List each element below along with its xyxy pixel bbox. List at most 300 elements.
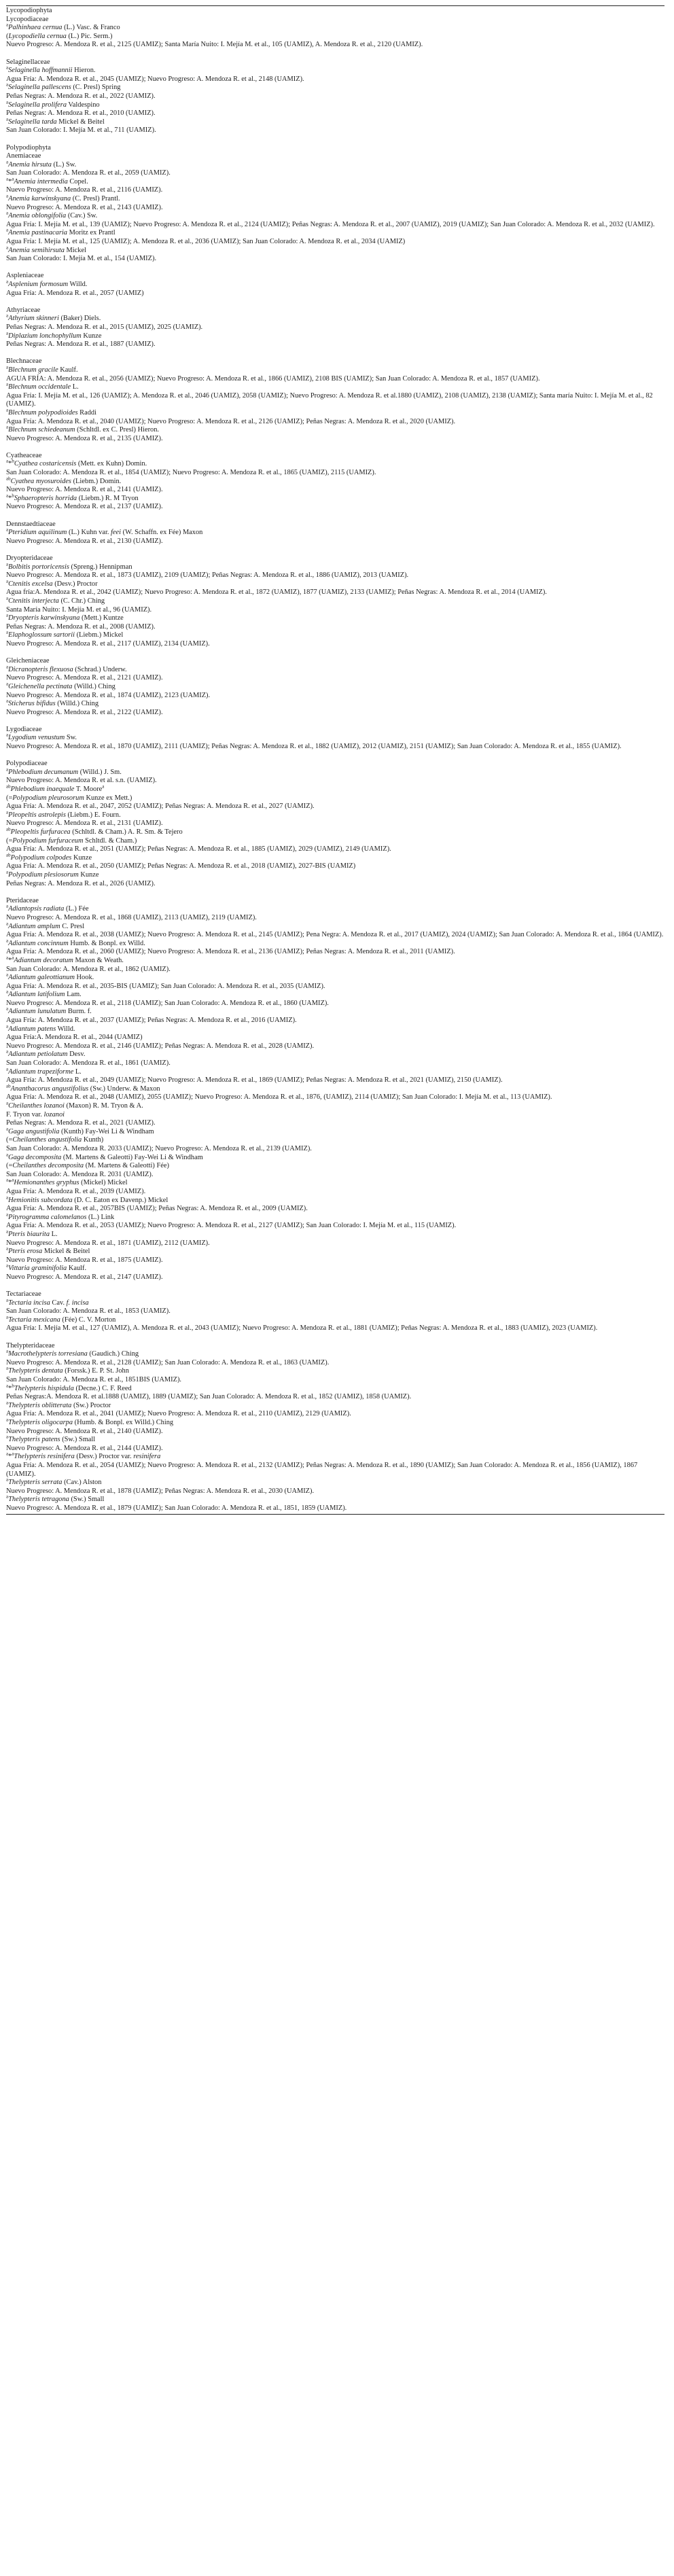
- list-line: $^a$Asplenium formosum Willd.: [6, 279, 88, 288]
- taxon-name: Gleichenella pectinata: [8, 682, 73, 690]
- footnote-marker: a: [6, 1023, 9, 1029]
- list-line: $^a$Elaphoglossum sartorii (Liebm.) Mickel: [6, 629, 124, 639]
- list-line: San Juan Colorado: I. Mejía M. et al., 154 (UAMIZ).: [6, 255, 157, 263]
- list-line: $^a$Pleopeltis astrolepis (Liebm.) E. Fourn.: [6, 809, 121, 819]
- list-line: $^a$Adiantum trapeziforme L.: [6, 1066, 82, 1076]
- taxon-name: Thelypteris oblitterata: [8, 1401, 72, 1409]
- footnote-marker: b: [8, 783, 11, 790]
- taxon-name: Diplazium lonchophyllum: [8, 332, 82, 340]
- footnote-marker: a: [6, 227, 9, 233]
- taxon-group: [6, 521, 664, 546]
- taxon-name: Anemia hirsuta: [8, 160, 52, 169]
- footnote-marker: a: [6, 903, 9, 909]
- list-line: $^a$Pityrogramma calomelanos (L.) Link: [6, 1212, 115, 1221]
- footnote-marker: a: [6, 1177, 9, 1183]
- list-line: (=Polypodium pleurosorum Kunze ex Mett.): [6, 794, 132, 802]
- list-line: $^a$*$^b$Thelypteris hispidula (Decne.) C. F. Reed: [6, 1383, 132, 1392]
- list-line: Agua Fría: A. Mendoza R. et al., 2060 (UAMIZ); Nuevo Progreso: A. Mendoza R. et al., 2136 (UAMIZ); Peñas Negras: A. Mendoza R. et al., 2011 (UAMIZ).: [6, 948, 455, 956]
- list-line: $^a$Adiantopsis radiata (L.) Fée: [6, 903, 89, 913]
- footnote-marker: a: [6, 852, 9, 858]
- taxon-name: Gaga decomposita: [8, 1153, 62, 1161]
- list-line: $^a$Adiantum lunulatum Burm. f.: [6, 1006, 92, 1016]
- list-line: $^a$Thelypteris tetragona (Sw.) Small: [6, 1494, 105, 1504]
- list-line: $^{ab}$Pleopeltis furfuracea (Schltdl. & Cham.) A. R. Sm. & Tejero: [6, 826, 183, 836]
- footnote-marker: a: [12, 1451, 14, 1457]
- taxon-name: Dryopteris karwinskyana: [8, 614, 80, 622]
- list-line: $^a$Adiantum galeottianum Hook.: [6, 972, 94, 982]
- taxon-name: Palhinhaea cernua: [8, 24, 63, 32]
- list-line: Aspleniaceae: [6, 272, 44, 280]
- footnote-marker: a: [6, 527, 9, 533]
- list-line: Nuevo Progreso: A. Mendoza R. et al., 1868 (UAMIZ), 2113 (UAMIZ), 2119 (UAMIZ).: [6, 913, 257, 921]
- list-line: $^a$*$^a$Hemionanthes gryphus (Mickel) Mickel: [6, 1177, 128, 1187]
- taxon-name: Thelypteris oligocarpa: [8, 1418, 73, 1426]
- taxon-name: Adiantum concinnum: [8, 939, 69, 947]
- taxon-name: Lygodium venustum: [8, 734, 65, 742]
- list-line: AGUA FRÍA: A. Mendoza R. et al., 2056 (UAMIZ); Nuevo Progreso: A. Mendoza R. et al., 1866 (UAMIZ), 2108 BIS (UAMIZ); San Juan Colorado: A. Mendoza R. et al., 1857 (UAMIZ).: [6, 374, 540, 383]
- list-line: San Juan Colorado: A. Mendoza R. et al., 1854 (UAMIZ); Nuevo Progreso: A. Mendoza R. et al., 1865 (UAMIZ), 2115 (UAMIZ).: [6, 469, 376, 477]
- list-line: Nuevo Progreso: A. Mendoza R. et al., 1873 (UAMIZ), 2109 (UAMIZ); Peñas Negras: A. Mendoza R. et al., 1886 (UAMIZ), 2013 (UAMIZ).: [6, 571, 409, 580]
- taxon-name: Blechnum schiedeanum: [8, 426, 75, 434]
- list-line: Agua Fría: A. Mendoza R. et al., 2035-BIS (UAMIZ); San Juan Colorado: A. Mendoza R. et al., 2035 (UAMIZ).: [6, 982, 325, 990]
- list-line: $^a$Macrothelypteris torresiana (Gaudich.) Ching: [6, 1348, 139, 1358]
- taxon-name: Sticherus bifidus: [8, 700, 56, 708]
- list-line: Nuevo Progreso: A. Mendoza R. et al., 2140 (UAMIZ).: [6, 1427, 163, 1435]
- taxon-name: Sphaeropteris horrida: [14, 494, 77, 502]
- list-line: $^a$Gaga decomposita (M. Martens & Galeotti) Fay-Wei Li & Windham: [6, 1152, 203, 1161]
- list-line: $^a$Sticherus bifidus (Willd.) Ching: [6, 698, 99, 708]
- footnote-marker: a: [6, 1246, 9, 1252]
- list-line: $^a$Lygodium venustum Sw.: [6, 733, 77, 742]
- footnote-marker: b: [12, 459, 14, 464]
- footnote-marker: a: [6, 698, 9, 704]
- list-line: Nuevo Progreso: A. Mendoza R. et al., 2122 (UAMIZ).: [6, 708, 163, 716]
- taxon-name: Pleopeltis astrolepis: [8, 811, 66, 819]
- list-line: Selaginellaceae: [6, 58, 50, 66]
- list-line: $^a$Diplazium lonchophyllum Kunze: [6, 330, 102, 340]
- taxon-name: Blechnum polypodioides: [8, 408, 78, 417]
- list-line: $^a$*$^a$Adiantum decoratum Maxon & Weath.: [6, 955, 124, 964]
- taxon-name: feei: [111, 529, 122, 537]
- list-line: $^a$Gaga angustifolia (Kunth) Fay-Wei Li & Windham: [6, 1126, 154, 1135]
- footnote-marker: a: [12, 955, 14, 961]
- list-line: $^a$Selaginella prolifera Valdespino: [6, 99, 100, 109]
- list-line: Santa María Nuito: I. Mejía M. et al., 96 (UAMIZ).: [6, 605, 152, 614]
- footnote-marker: a: [6, 159, 9, 165]
- taxon-name: resinifera: [133, 1453, 161, 1461]
- footnote-marker: a: [6, 1048, 9, 1055]
- footnote-marker: a: [6, 193, 9, 199]
- footnote-marker: a: [6, 176, 9, 182]
- footnote-marker: a: [6, 1365, 9, 1371]
- list-line: $^a$Selaginella tarda Mickel & Beitel: [6, 116, 105, 126]
- footnote-marker: a: [6, 1126, 9, 1132]
- list-line: $^a$Anemia pastinacaria Moritz ex Prantl: [6, 227, 116, 237]
- list-line: $^a$Blechnum gracile Kaulf.: [6, 364, 78, 374]
- list-line: $^a$Adiantum latifolium Lam.: [6, 989, 82, 999]
- footnote-marker: a: [6, 476, 9, 482]
- list-line: Dennstaedtiaceae: [6, 520, 56, 528]
- list-line: Agua Fría: A. Mendoza R. et al., 2053 (UAMIZ); Nuevo Progreso: A. Mendoza R. et al., 2127 (UAMIZ); San Juan Colorado: I. Mejía M. et al., 115 (UAMIZ).: [6, 1222, 457, 1230]
- list-line: San Juan Colorado: A. Mendoza R. 2031 (UAMIZ).: [6, 1170, 154, 1178]
- taxon-name: Hemionitis subcordata: [8, 1196, 73, 1204]
- taxon-name: Lycopodiella cernua: [8, 32, 67, 40]
- list-line: $^a$Pteris erosa Mickel & Beitel: [6, 1246, 90, 1256]
- footnote-marker: a: [6, 1314, 9, 1320]
- taxon-group: [6, 760, 664, 888]
- taxon-group: [6, 1290, 664, 1333]
- footnote-marker: a: [6, 381, 9, 387]
- list-line: Agua Fría: A. Mendoza R. et al., 2040 (UAMIZ); Nuevo Progreso: A. Mendoza R. et al., 2126 (UAMIZ); Peñas Negras: A. Mendoza R. et al., 2020 (UAMIZ).: [6, 417, 456, 425]
- taxon-name: Bolbitis portoricensis: [8, 563, 69, 571]
- list-line: (Lycopodiella cernua (L.) Pic. Serm.): [6, 32, 113, 40]
- taxon-name: Blechnum occidentale: [8, 383, 71, 391]
- footnote-marker: a: [6, 1152, 9, 1158]
- footnote-marker: a: [6, 664, 9, 670]
- list-line: Nuevo Progreso: A. Mendoza R. et al., 2130 (UAMIZ).: [6, 537, 163, 545]
- list-line: $^a$Phlebodium decumanum (Willd.) J. Sm.: [6, 766, 122, 776]
- taxon-name: Cheilanthes decomposita: [12, 1162, 84, 1170]
- list-line: $^a$*$^b$Sphaeropteris horrida (Liebm.) R. M Tryon: [6, 493, 139, 502]
- list-line: Agua Fría: A. Mendoza R. et al., 2039 (UAMIZ).: [6, 1187, 146, 1195]
- taxon-name: f. incisa: [66, 1299, 89, 1307]
- list-line: Agua Fría: A. Mendoza R. et al., 2049 (UAMIZ); Nuevo Progreso: A. Mendoza R. et al., 1869 (UAMIZ); Peñas Negras: A. Mendoza R. et al., 2021 (UAMIZ), 2150 (UAMIZ).: [6, 1076, 503, 1084]
- footnote-marker: a: [6, 1083, 9, 1089]
- list-line: Nuevo Progreso: A. Mendoza R. et al., 2141 (UAMIZ).: [6, 486, 163, 494]
- taxon-name: Cheilanthes angustifolia: [12, 1136, 82, 1144]
- list-line: Anemiaceae: [6, 152, 41, 160]
- list-line: $^a$Anemia karwinskyana (C. Presl) Prantl.: [6, 193, 120, 203]
- taxon-group: [6, 554, 664, 649]
- footnote-marker: a: [12, 176, 14, 182]
- list-line: $^a$Selaginella pallescens (C. Presl) Spring: [6, 82, 121, 92]
- list-line: Nuevo Progreso: A. Mendoza R. et al., 1870 (UAMIZ), 2111 (UAMIZ); Peñas Negras: A. Mendoza R. et al., 1882 (UAMIZ), 2012 (UAMIZ), 2151 (UAMIZ); San Juan Colorado: A. Mendoza R. et al., 1855 (UAMIZ).: [6, 743, 622, 751]
- list-line: Agua Fría: A. Mendoza R. et al., 2050 (UAMIZ); Peñas Negras: A. Mendoza R. et al., 2018 (UAMIZ), 2027-BIS (UAMIZ): [6, 862, 356, 870]
- footnote-marker: b: [8, 1083, 11, 1089]
- taxon-name: Pteris biaurita: [8, 1230, 50, 1238]
- footnote-marker: a: [6, 972, 9, 978]
- list-line: Peñas Negras:A. Mendoza R. et al.1888 (UAMIZ), 1889 (UAMIZ); San Juan Colorado: A. Mendoza R. et al., 1852 (UAMIZ), 1858 (UAMIZ).: [6, 1393, 412, 1401]
- taxon-group: [6, 452, 664, 512]
- taxon-name: Anemia intermedia: [14, 177, 68, 186]
- footnote-marker: a: [6, 245, 9, 251]
- taxon-name: Pityrogramma calomelanos: [8, 1213, 87, 1221]
- footnote-marker: a: [6, 1400, 9, 1406]
- footnote-marker: a: [6, 733, 9, 738]
- list-line: $^a$Gleichenella pectinata (Willd.) Ching: [6, 681, 116, 690]
- footnote-marker: a: [6, 1451, 9, 1457]
- list-line: Nuevo Progreso: A. Mendoza R. et al., 2128 (UAMIZ); San Juan Colorado: A. Mendoza R. et al., 1863 (UAMIZ).: [6, 1358, 330, 1366]
- taxon-name: Hemionanthes gryphus: [14, 1179, 79, 1187]
- taxon-group: [6, 897, 664, 1282]
- list-line: Agua Fría: I. Mejía M. et al., 125 (UAMIZ); A. Mendoza R. et al., 2036 (UAMIZ); San Juan Colorado: A. Mendoza R. et al., 2034 (UAMIZ): [6, 238, 406, 246]
- list-line: $^a$*$^a$Thelypteris resinifera (Desv.) Proctor var. resinifera: [6, 1451, 161, 1461]
- taxon-name: Polypodium pleurosorum: [12, 794, 84, 802]
- list-line: Nuevo Progreso: A. Mendoza R. et al., 1874 (UAMIZ), 2123 (UAMIZ).: [6, 691, 211, 699]
- taxon-group: [6, 58, 664, 135]
- taxon-name: Adiantum petiolatum: [8, 1051, 68, 1059]
- footnote-marker: a: [6, 1229, 9, 1235]
- taxon-name: Selaginella tarda: [8, 118, 57, 126]
- taxon-group: [6, 144, 664, 264]
- list-line: $^a$Cheilanthes lozanoi (Maxon) R. M. Tryon & A.: [6, 1100, 143, 1110]
- list-line: $^{ab}$Polypodium colpodes Kunze: [6, 852, 92, 862]
- footnote-marker: b: [8, 826, 11, 832]
- list-line: Nuevo Progreso: A. Mendoza R. et al., 2146 (UAMIZ); Peñas Negras: A. Mendoza R. et al., 2028 (UAMIZ).: [6, 1042, 315, 1050]
- list-line: Nuevo Progreso: A. Mendoza R. et al., 1879 (UAMIZ); San Juan Colorado: A. Mendoza R. et al., 1851, 1859 (UAMIZ).: [6, 1504, 347, 1512]
- list-line: (=Cheilanthes angustifolia Kunth): [6, 1136, 104, 1144]
- list-line: Agua Fría:A. Mendoza R. et al., 2044 (UAMIZ): [6, 1034, 143, 1042]
- taxon-name: Ctenitis excelsa: [8, 580, 53, 588]
- footnote-marker: a: [6, 1263, 9, 1269]
- taxon-name: Adiantum decoratum: [14, 956, 73, 964]
- footnote-marker: a: [6, 1417, 9, 1423]
- taxon-name: Asplenium formosum: [8, 281, 69, 288]
- list-line: (=Cheilanthes decomposita (M. Martens & Galeotti) Fée): [6, 1162, 169, 1170]
- taxon-name: Anemia oblongifolia: [8, 212, 67, 220]
- footnote-marker: a: [6, 1006, 9, 1012]
- footnote-marker: a: [6, 1297, 9, 1303]
- list-line: $^a$Ctenitis excelsa (Desv.) Proctor: [6, 578, 98, 588]
- list-line: $^a$Thelypteris oblitterata (Sw.) Proctor: [6, 1400, 111, 1409]
- list-line: Nuevo Progreso: A. Mendoza R. et al., 2147 (UAMIZ).: [6, 1273, 163, 1281]
- list-line: Agua Fría: A. Mendoza R. et al., 2057 (UAMIZ): [6, 289, 144, 297]
- footnote-marker: b: [12, 493, 14, 499]
- list-line: Tectariaceae: [6, 1290, 41, 1299]
- list-line: San Juan Colorado: A. Mendoza R. et al., 1851BIS (UAMIZ).: [6, 1376, 181, 1383]
- list-line: $^a$Adiantum amplum C. Presl: [6, 921, 85, 930]
- list-line: Lycopodiaceae: [6, 15, 49, 23]
- footnote-marker: a: [6, 1383, 9, 1389]
- list-line: $^a$Thelypteris patens (Sw.) Small: [6, 1434, 96, 1444]
- footnote-marker: a: [6, 1434, 9, 1440]
- footnote-marker: a: [6, 938, 9, 944]
- taxon-name: Vittaria graminifolia: [8, 1265, 67, 1273]
- footnote-marker: a: [6, 65, 9, 71]
- taxon-name: Adiantum amplum: [8, 922, 60, 930]
- taxon-name: Dicranopteris flexuosa: [8, 665, 73, 673]
- list-line: San Juan Colorado: I. Mejía M. et al., 711 (UAMIZ).: [6, 126, 156, 135]
- footnote-marker: a: [6, 578, 9, 584]
- taxon-name: Blechnum gracile: [8, 366, 58, 374]
- taxon-group: [6, 357, 664, 443]
- list-line: Pteridaceae: [6, 896, 39, 904]
- list-line: Thelypteridaceae: [6, 1341, 55, 1349]
- list-line: Nuevo Progreso: A. Mendoza R. et al., 2125 (UAMIZ); Santa María Nuito: I. Mejía M. et al., 105 (UAMIZ), A. Mendoza R. et al., 2120 (UAMIZ).: [6, 41, 423, 49]
- taxon-name: Adiantum patens: [8, 1025, 56, 1033]
- footnote-marker: a: [6, 1066, 9, 1072]
- footnote-marker: a: [6, 766, 9, 773]
- taxon-name: Thelypteris hispidula: [14, 1384, 74, 1392]
- footnote-marker: a: [6, 955, 9, 961]
- footnote-marker: a: [6, 1212, 9, 1218]
- list-line: Lygodiaceae: [6, 725, 42, 733]
- footnote-marker: b: [12, 1383, 14, 1389]
- footnote-marker: a: [6, 629, 9, 635]
- list-line: $^{ab}$Phlebodium inaequale T. Moore$^a$: [6, 783, 105, 794]
- taxon-name: Athyrium skinneri: [8, 315, 59, 323]
- list-line: $^a$Pteris biaurita L.: [6, 1229, 58, 1238]
- list-line: $^a$Anemia hirsuta (L.) Sw.: [6, 159, 77, 169]
- list-line: $^a$Bolbitis portoricensis (Spreng.) Hennipman: [6, 561, 132, 571]
- taxon-name: Anemia semihirsuta: [8, 246, 65, 254]
- taxon-name: Cyathea costaricensis: [14, 460, 77, 468]
- list-line: Peñas Negras: A. Mendoza R. et al., 2015 (UAMIZ), 2025 (UAMIZ).: [6, 323, 203, 331]
- list-line: $^a$*$^a$Anemia intermedia Copel.: [6, 176, 88, 186]
- taxon-name: Tectaria mexicana: [8, 1316, 60, 1324]
- taxon-name: Adiantum galeottianum: [8, 974, 75, 982]
- list-line: Peñas Negras: A. Mendoza R. et al., 1887 (UAMIZ).: [6, 340, 156, 349]
- list-line: Agua Fría: A. Mendoza R. et al., 2038 (UAMIZ); Nuevo Progreso: A. Mendoza R. et al., 2145 (UAMIZ); Pena Negra: A. Mendoza R. et al., 2017 (UAMIZ), 2024 (UAMIZ); San Juan Colorado: A. Mendoza R. et al., 1864 (UAMIZ).: [6, 931, 664, 939]
- taxon-name: Gaga angustifolia: [8, 1127, 60, 1135]
- footnote-marker: a: [6, 82, 9, 88]
- taxon-name: Pleopeltis furfuracea: [10, 828, 71, 836]
- list-line: Nuevo Progreso: A. Mendoza R. et al., 1875 (UAMIZ).: [6, 1256, 163, 1264]
- taxon-group: [6, 7, 664, 50]
- taxon-name: Phlebodium inaequale: [10, 786, 75, 794]
- footnote-marker: a: [6, 612, 9, 618]
- footnote-marker: a: [6, 364, 9, 370]
- taxon-name: Polypodium colpodes: [10, 853, 72, 862]
- list-line: Athyriaceae: [6, 306, 41, 314]
- list-line: $^a$Polypodium plesiosorum Kunze: [6, 869, 99, 879]
- top-rule: [6, 5, 664, 6]
- list-line: Nuevo Progreso: A. Mendoza R. et al., 2121 (UAMIZ).: [6, 674, 163, 682]
- list-line: $^a$Adiantum patens Willd.: [6, 1023, 75, 1033]
- list-line: Lycopodiophyta: [6, 7, 52, 14]
- list-line: $^a$Dicranopteris flexuosa (Schrad.) Underw.: [6, 664, 127, 673]
- list-line: Nuevo Progreso: A. Mendoza R. et al., 2117 (UAMIZ), 2134 (UAMIZ).: [6, 639, 210, 648]
- list-line: Nuevo Progreso: A. Mendoza R. et al., 2144 (UAMIZ).: [6, 1444, 163, 1452]
- footnote-marker: a: [6, 116, 9, 122]
- taxon-name: Adiantum trapeziforme: [8, 1068, 74, 1076]
- taxon-name: Thelypteris resinifera: [14, 1453, 75, 1461]
- list-line: $^a$Selaginella hoffmannii Hieron.: [6, 65, 96, 75]
- list-line: Gleicheniaceae: [6, 657, 50, 665]
- footnote-marker: a: [6, 99, 9, 105]
- list-line: San Juan Colorado: A. Mendoza R. 2033 (UAMIZ); Nuevo Progreso: A. Mendoza R. et al., 2139 (UAMIZ).: [6, 1144, 312, 1152]
- list-line: Polypodiaceae: [6, 760, 48, 768]
- list-line: Peñas Negras: A. Mendoza R. et al., 2022 (UAMIZ).: [6, 92, 156, 100]
- footnote-marker: a: [6, 210, 9, 216]
- list-line: Agua Fría: A. Mendoza R. et al., 2037 (UAMIZ); Peñas Negras: A. Mendoza R. et al., 2016 (UAMIZ).: [6, 1017, 297, 1025]
- list-line: Agua Fría: A. Mendoza R. et al., 2047, 2052 (UAMIZ); Peñas Negras: A. Mendoza R. et al., 2027 (UAMIZ).: [6, 802, 315, 811]
- taxon-name: Pteris erosa: [8, 1248, 43, 1256]
- list-line: Agua Fría: A. Mendoza R. et al., 2048 (UAMIZ), 2055 (UAMIZ); Nuevo Progreso: A. Mendoza R. et al., 1876, (UAMIZ), 2114 (UAMIZ); San Juan Colorado: I. Mejía M. et al., 113 (UAMIZ).: [6, 1093, 552, 1101]
- taxon-name: Ctenitis interjecta: [8, 597, 59, 605]
- list-line: $^a$Blechnum occidentale L.: [6, 381, 79, 391]
- footnote-marker: a: [6, 1100, 9, 1106]
- list-line: F. Tryon var. lozanoi: [6, 1110, 65, 1118]
- taxon-name: Polypodium plesiosorum: [8, 870, 79, 879]
- list-line: $^a$Thelypteris dentata (Forssk.) E. P. St. John: [6, 1365, 129, 1375]
- list-line: $^{ab}$Cyathea myosuroides (Liebm.) Domin.: [6, 476, 122, 485]
- footnote-marker: a: [6, 826, 9, 832]
- footnote-marker: a: [6, 921, 9, 927]
- bottom-rule: [6, 1514, 664, 1515]
- footnote-marker: a: [6, 809, 9, 815]
- list-line: Nuevo Progreso: A. Mendoza R. et al., 2118 (UAMIZ); San Juan Colorado: A. Mendoza R. et al., 1860 (UAMIZ).: [6, 999, 329, 1007]
- footnote-marker: a: [6, 424, 9, 430]
- list-line: $^a$Thelypteris oligocarpa (Humb. & Bonpl. ex Willd.) Ching: [6, 1417, 174, 1426]
- list-line: Nuevo Progreso: A. Mendoza R. et al. s.n. (UAMIZ).: [6, 777, 157, 785]
- taxon-name: Thelypteris patens: [8, 1436, 60, 1444]
- list-line: $^a$Athyrium skinneri (Baker) Diels.: [6, 313, 101, 323]
- taxon-name: Ananthacorus angustifolius: [10, 1084, 89, 1093]
- list-line: Nuevo Progreso: A. Mendoza R. et al., 2137 (UAMIZ).: [6, 503, 163, 511]
- footnote-marker: a: [6, 561, 9, 567]
- taxon-group: [6, 726, 664, 752]
- taxon-name: Polypodium furfuraceum: [12, 836, 84, 845]
- taxon-group: [6, 306, 664, 349]
- list-line: $^a$Hemionitis subcordata (D. C. Eaton ex Davenp.) Mickel: [6, 1195, 168, 1204]
- list-line: Peñas Negras: A. Mendoza R. et al., 2008 (UAMIZ).: [6, 622, 156, 631]
- taxon-name: Selaginella hoffmannii: [8, 67, 73, 75]
- taxon-name: Macrothelypteris torresiana: [8, 1350, 88, 1358]
- taxon-name: Thelypteris tetragona: [8, 1496, 69, 1504]
- footnote-marker: a: [6, 1348, 9, 1354]
- taxon-name: Thelypteris serrata: [8, 1479, 63, 1487]
- list-line: Agua Fría: I. Mejía M. et al., 126 (UAMIZ); A. Mendoza R. et al., 2046 (UAMIZ), 2058 (UAMIZ); Nuevo Progreso: A. Mendoza R. et al.1880 (UAMIZ), 2108 (UAMIZ), 2138 (UAMIZ); Santa maría Nuito: I. Mejía M. et al., 82 (UAMIZ).: [6, 391, 653, 408]
- list-line: Nuevo Progreso: A. Mendoza R. et al., 2135 (UAMIZ).: [6, 434, 163, 442]
- list-line: $^{ab}$Ananthacorus angustifolius (Sw.) Underw. & Maxon: [6, 1083, 160, 1093]
- list-line: Nuevo Progreso: A. Mendoza R. et al., 2116 (UAMIZ).: [6, 186, 163, 194]
- list-line: Nuevo Progreso: A. Mendoza R. et al., 2143 (UAMIZ).: [6, 203, 163, 211]
- list-line: $^a$Blechnum schiedeanum (Schltdl. ex C. Presl) Hieron.: [6, 424, 160, 434]
- list-line: $^a$Pteridium aquilinum (L.) Kuhn var. feei (W. Schaffn. ex Fée) Maxon: [6, 527, 203, 537]
- list-line: Cyatheaceae: [6, 451, 42, 459]
- list-line: Agua Fría: A. Mendoza R. et al., 2054 (UAMIZ); Nuevo Progreso: A. Mendoza R. et al., 2132 (UAMIZ); Peñas Negras: A. Mendoza R. et al., 1890 (UAMIZ); San Juan Colorado: A. Mendoza R. et al., 1856 (UAMIZ), 1867 (UAMIZ).: [6, 1461, 638, 1478]
- footnote-marker: a: [6, 313, 9, 319]
- list-line: San Juan Colorado: A. Mendoza R. et al., 1853 (UAMIZ).: [6, 1307, 171, 1316]
- footnote-marker: a: [6, 681, 9, 687]
- list-line: Blechnaceae: [6, 357, 42, 366]
- list-line: Nuevo Progreso: A. Mendoza R. et al., 2131 (UAMIZ).: [6, 819, 163, 828]
- list-line: San Juan Colorado: A. Mendoza R. et al., 2059 (UAMIZ).: [6, 169, 171, 177]
- list-line: $^a$Thelypteris serrata (Cav.) Alston: [6, 1477, 102, 1487]
- list-line: $^a$Adiantum petiolatum Desv.: [6, 1048, 86, 1059]
- footnote-marker: a: [6, 1494, 9, 1500]
- list-line: San Juan Colorado: A. Mendoza R. et al., 1862 (UAMIZ).: [6, 965, 171, 973]
- footnote-marker: b: [8, 476, 11, 482]
- taxon-name: Selaginella pallescens: [8, 84, 71, 92]
- list-line: Agua Fría: A. Mendoza R. et al., 2057BIS (UAMIZ); Peñas Negras: A. Mendoza R. et al., 2009 (UAMIZ).: [6, 1205, 308, 1213]
- list-line: Peñas Negras: A. Mendoza R. et al., 2026 (UAMIZ).: [6, 879, 156, 887]
- footnote-marker: a: [6, 459, 9, 464]
- taxon-name: lozanoi: [43, 1110, 65, 1118]
- list-line: $^a$*$^b$Cyathea costaricensis (Mett. ex Kuhn) Domin.: [6, 459, 147, 468]
- list-line: $^a$Blechnum polypodioides Raddi: [6, 407, 96, 417]
- taxon-name: Pteridium aquilinum: [8, 529, 67, 537]
- taxon-name: Elaphoglossum sartorii: [8, 631, 75, 639]
- taxon-name: Thelypteris dentata: [8, 1367, 63, 1375]
- footnote-marker: a: [12, 1177, 14, 1183]
- list-line: $^a$Adiantum concinnum Humb. & Bonpl. ex Willd.: [6, 938, 145, 947]
- list-line: Dryopteridaceae: [6, 554, 53, 562]
- list-line: Agua Fría: I. Mejía M. et al., 139 (UAMIZ); Nuevo Progreso: A. Mendoza R. et al., 2124 (UAMIZ); Peñas Negras: A. Mendoza R. et al., 2007 (UAMIZ), 2019 (UAMIZ); San Juan Colorado: A. Mendoza R. et al., 2032 (UAMIZ).: [6, 220, 655, 228]
- taxon-name: Anemia karwinskyana: [8, 195, 71, 203]
- list-line: $^a$Ctenitis interjecta (C. Chr.) Ching: [6, 595, 105, 605]
- list-line: (=Polypodium furfuraceum Schltdl. & Cham.): [6, 836, 137, 845]
- list-line: Nuevo Progreso: A. Mendoza R. et al., 1878 (UAMIZ); Peñas Negras: A. Mendoza R. et al., 2030 (UAMIZ).: [6, 1487, 315, 1495]
- taxon-name: Cyathea myosuroides: [10, 477, 71, 485]
- list-line: Peñas Negras: A. Mendoza R. et al., 2010 (UAMIZ).: [6, 109, 156, 118]
- taxon-name: Adiantopsis radiata: [8, 905, 65, 913]
- footnote-marker: a: [6, 493, 9, 499]
- taxon-group: [6, 1342, 664, 1513]
- list-line: $^a$Vittaria graminifolia Kaulf.: [6, 1263, 87, 1273]
- taxon-name: Tectaria incisa: [8, 1299, 50, 1307]
